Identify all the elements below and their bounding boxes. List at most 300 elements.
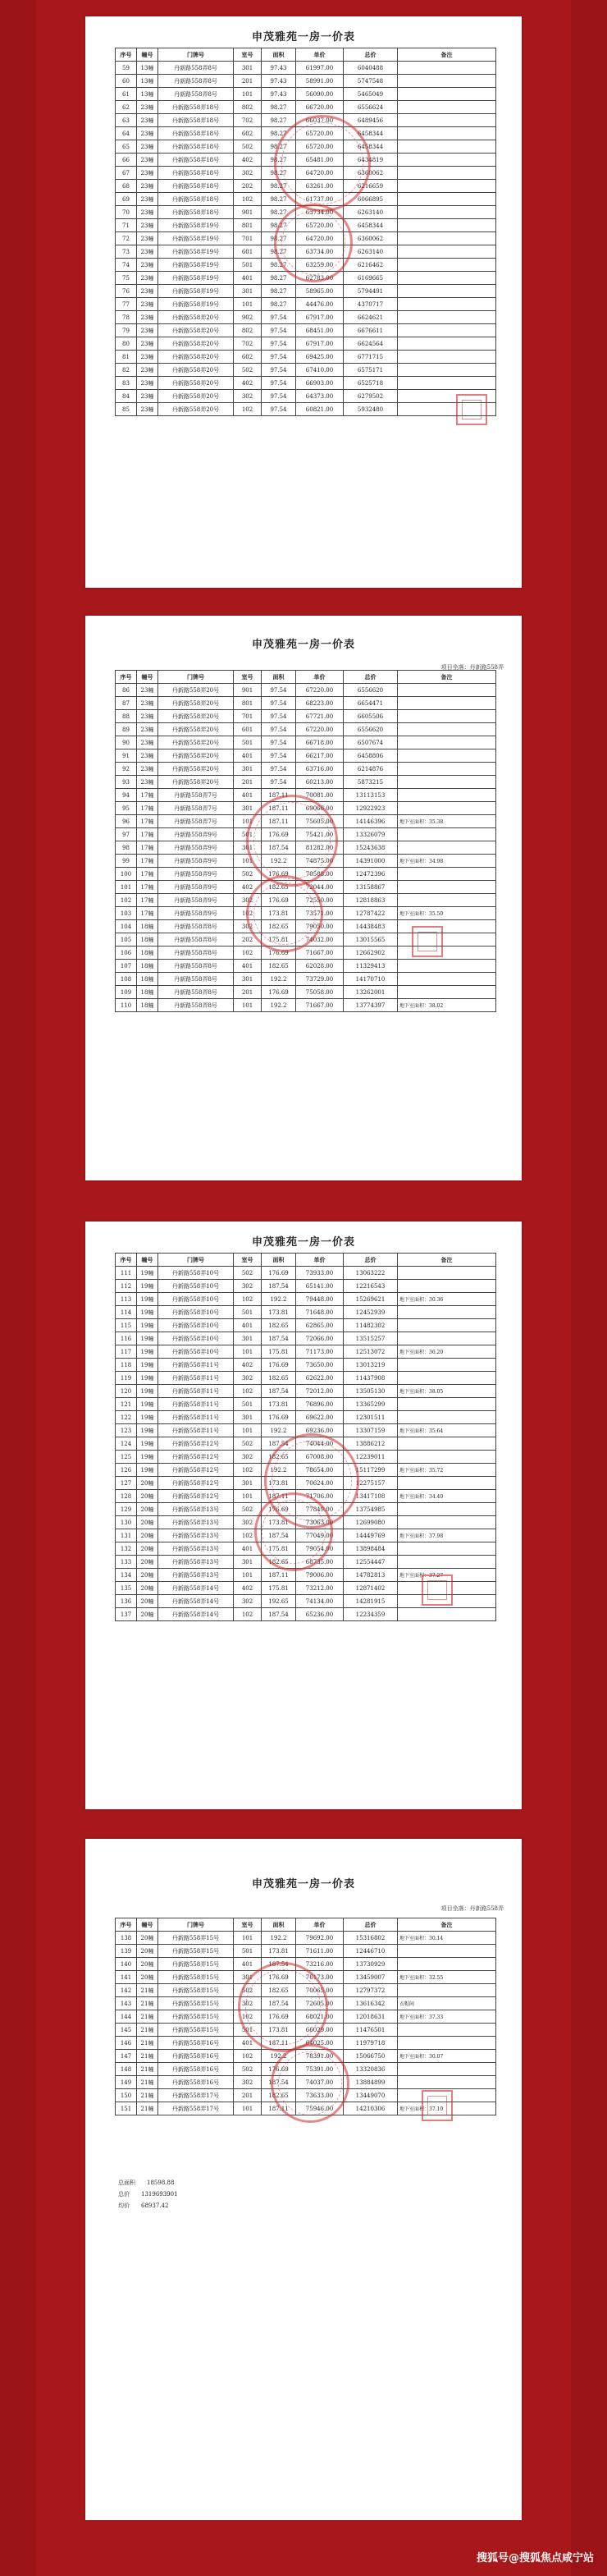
- table-cell: 192.2: [262, 1464, 296, 1477]
- table-cell: 6214876: [344, 763, 398, 776]
- table-cell: 地下室面积：34.98: [398, 855, 496, 868]
- table-cell: 175.81: [262, 933, 296, 947]
- table-cell: 13113153: [344, 789, 398, 802]
- table-cell: 67: [116, 167, 137, 180]
- table-cell: 13730929: [344, 1958, 398, 1971]
- table-cell: 地下室面积：37.10: [398, 2102, 496, 2115]
- table-cell: 133: [116, 1556, 137, 1569]
- table-cell: 97.54: [262, 684, 296, 697]
- price-sheet-page-3: [85, 1222, 522, 1809]
- table-cell: 丹新路558弄19号: [158, 219, 234, 232]
- table-cell: [398, 802, 496, 815]
- table-cell: 丹新路558弄20号: [158, 377, 234, 390]
- table-cell: [398, 1372, 496, 1385]
- table-cell: 101: [234, 1345, 262, 1359]
- table-cell: [398, 101, 496, 114]
- table-cell: 19幢: [137, 1345, 158, 1359]
- table-row: [116, 259, 496, 272]
- table-cell: 6676611: [344, 324, 398, 337]
- column-header: 序号: [116, 671, 137, 684]
- table-cell: 302: [234, 390, 262, 403]
- table-cell: 丹新路558弄14号: [158, 1582, 234, 1595]
- column-header: 序号: [116, 1254, 137, 1267]
- table-cell: 12818863: [344, 894, 398, 907]
- table-cell: 58965.00: [296, 285, 344, 298]
- table-cell: 97.54: [262, 736, 296, 749]
- table-cell: 176.69: [262, 2010, 296, 2024]
- table-cell: [398, 1398, 496, 1411]
- table-cell: 地下室面积：37.27: [398, 1569, 496, 1582]
- table-cell: [398, 1608, 496, 1621]
- column-header: 面积: [262, 48, 296, 62]
- table-cell: 丹新路558弄9号: [158, 907, 234, 920]
- table-cell: [398, 828, 496, 841]
- table-cell: 302: [234, 894, 262, 907]
- table-cell: 64720.00: [296, 232, 344, 245]
- table-cell: [398, 920, 496, 933]
- table-cell: 19幢: [137, 1385, 158, 1398]
- table-row: [116, 1971, 496, 1984]
- table-cell: 98.27: [262, 193, 296, 206]
- table-row: [116, 272, 496, 285]
- table-cell: 丹新路558弄12号: [158, 1490, 234, 1503]
- table-cell: 12452939: [344, 1306, 398, 1319]
- table-cell: 14170710: [344, 973, 398, 986]
- table-cell: 丹新路558弄20号: [158, 390, 234, 403]
- table-row: [116, 1332, 496, 1345]
- table-cell: 143: [116, 1997, 137, 2010]
- table-cell: 96: [116, 815, 137, 828]
- table-cell: 19幢: [137, 1332, 158, 1345]
- table-row: [116, 2102, 496, 2115]
- table-header-row: [116, 1918, 496, 1932]
- table-cell: 19幢: [137, 1411, 158, 1424]
- table-cell: 23幢: [137, 101, 158, 114]
- table-row: [116, 219, 496, 232]
- table-cell: 401: [234, 1319, 262, 1332]
- table-cell: 98.27: [262, 298, 296, 311]
- table-row: [116, 947, 496, 960]
- table-cell: 12513072: [344, 1345, 398, 1359]
- table-row: [116, 802, 496, 815]
- column-header: 幢号: [137, 48, 158, 62]
- table-cell: 丹新路558弄8号: [158, 75, 234, 88]
- table-row: [116, 973, 496, 986]
- table-cell: 15243638: [344, 841, 398, 855]
- table-cell: 81: [116, 351, 137, 364]
- table-cell: 71: [116, 219, 137, 232]
- table-cell: 11437908: [344, 1372, 398, 1385]
- table-cell: 20幢: [137, 1595, 158, 1608]
- table-cell: 20幢: [137, 1490, 158, 1503]
- table-cell: 72066.00: [296, 1332, 344, 1345]
- table-cell: 64720.00: [296, 167, 344, 180]
- table-cell: 23幢: [137, 311, 158, 324]
- table-cell: 66720.00: [296, 101, 344, 114]
- table-cell: [398, 1958, 496, 1971]
- table-cell: 6434819: [344, 154, 398, 167]
- table-cell: [398, 2063, 496, 2076]
- table-cell: 72012.00: [296, 1385, 344, 1398]
- table-cell: 401: [234, 960, 262, 973]
- table-cell: 119: [116, 1372, 137, 1385]
- table-cell: 81282.00: [296, 841, 344, 855]
- table-cell: 65720.00: [296, 219, 344, 232]
- table-cell: 6458806: [344, 749, 398, 763]
- table-row: [116, 232, 496, 245]
- table-cell: 192.65: [262, 1595, 296, 1608]
- table-cell: 129: [116, 1503, 137, 1516]
- summary-value: 1319693901: [141, 2191, 178, 2198]
- table-cell: [398, 723, 496, 736]
- table-row: [116, 377, 496, 390]
- price-sheet-page-1: [85, 16, 522, 588]
- table-cell: 6216659: [344, 180, 398, 193]
- column-header: 室号: [234, 48, 262, 62]
- table-cell: 901: [234, 684, 262, 697]
- table-cell: 402: [234, 1359, 262, 1372]
- table-cell: 12216543: [344, 1280, 398, 1293]
- table-cell: 59: [116, 62, 137, 75]
- table-cell: 17幢: [137, 802, 158, 815]
- table-cell: 101: [234, 298, 262, 311]
- table-cell: 111: [116, 1267, 137, 1280]
- table-cell: 66037.00: [296, 114, 344, 127]
- table-cell: 17幢: [137, 828, 158, 841]
- table-cell: 6360062: [344, 232, 398, 245]
- table-cell: 丹新路558弄20号: [158, 749, 234, 763]
- table-row: [116, 1958, 496, 1971]
- table-cell: 116: [116, 1332, 137, 1345]
- table-cell: 301: [234, 841, 262, 855]
- table-cell: 102: [234, 907, 262, 920]
- table-row: [116, 1359, 496, 1372]
- table-cell: 6279502: [344, 390, 398, 403]
- table-cell: 101: [234, 88, 262, 101]
- table-cell: 601: [234, 245, 262, 259]
- table-cell: 97.54: [262, 710, 296, 723]
- table-cell: 68021.00: [296, 2010, 344, 2024]
- table-cell: 176.69: [262, 868, 296, 881]
- table-cell: 74875.00: [296, 855, 344, 868]
- table-cell: 14391000: [344, 855, 398, 868]
- table-cell: 98.27: [262, 140, 296, 154]
- table-row: [116, 1477, 496, 1490]
- table-cell: 150: [116, 2089, 137, 2102]
- table-cell: 302: [234, 1997, 262, 2010]
- table-cell: 140: [116, 1958, 137, 1971]
- table-cell: 丹新路558弄12号: [158, 1477, 234, 1490]
- column-header: 备注: [398, 1254, 496, 1267]
- column-header: 幢号: [137, 1918, 158, 1932]
- table-cell: [398, 351, 496, 364]
- price-table: [115, 670, 496, 1012]
- table-cell: [398, 947, 496, 960]
- table-row: [116, 710, 496, 723]
- table-cell: 丹新路558弄19号: [158, 245, 234, 259]
- table-cell: 102: [234, 1293, 262, 1306]
- table-cell: 68451.00: [296, 324, 344, 337]
- table-cell: 丹新路558弄20号: [158, 723, 234, 736]
- table-cell: [398, 1280, 496, 1293]
- table-cell: 23幢: [137, 259, 158, 272]
- table-cell: 182.65: [262, 1319, 296, 1332]
- table-cell: 66718.00: [296, 736, 344, 749]
- table-cell: [398, 1595, 496, 1608]
- table-cell: 73063.00: [296, 1516, 344, 1529]
- table-cell: 18幢: [137, 986, 158, 999]
- table-row: [116, 684, 496, 697]
- table-cell: 13774397: [344, 999, 398, 1012]
- table-cell: 501: [234, 259, 262, 272]
- table-cell: 107: [116, 960, 137, 973]
- table-cell: 5932480: [344, 403, 398, 416]
- table-cell: 77849.00: [296, 1503, 344, 1516]
- table-cell: 301: [234, 62, 262, 75]
- table-cell: 202: [234, 933, 262, 947]
- table-cell: 12239011: [344, 1451, 398, 1464]
- table-cell: 12871402: [344, 1582, 398, 1595]
- table-cell: 12301511: [344, 1411, 398, 1424]
- table-cell: 98.27: [262, 232, 296, 245]
- table-cell: 182.65: [262, 1984, 296, 1997]
- table-row: [116, 1608, 496, 1621]
- table-cell: 173.81: [262, 1945, 296, 1958]
- table-cell: 62865.00: [296, 1319, 344, 1332]
- table-cell: 97.54: [262, 337, 296, 351]
- table-cell: 89: [116, 723, 137, 736]
- table-cell: 丹新路558弄20号: [158, 364, 234, 377]
- table-cell: 502: [234, 1984, 262, 1997]
- table-cell: 301: [234, 1556, 262, 1569]
- table-cell: 69066.00: [296, 802, 344, 815]
- table-cell: 69622.00: [296, 1411, 344, 1424]
- table-cell: 73: [116, 245, 137, 259]
- table-cell: 13幢: [137, 88, 158, 101]
- table-cell: 75946.00: [296, 2102, 344, 2115]
- table-cell: 13015565: [344, 933, 398, 947]
- table-cell: 192.2: [262, 1932, 296, 1945]
- column-header: 总价: [344, 1918, 398, 1932]
- table-cell: [398, 2089, 496, 2102]
- table-cell: 74134.00: [296, 1595, 344, 1608]
- table-cell: 64: [116, 127, 137, 140]
- table-cell: 113: [116, 1293, 137, 1306]
- table-cell: 地下室面积：35.38: [398, 815, 496, 828]
- table-cell: 75605.00: [296, 815, 344, 828]
- table-cell: [398, 114, 496, 127]
- table-header-row: [116, 1254, 496, 1267]
- table-cell: 301: [234, 1332, 262, 1345]
- table-cell: 6624564: [344, 337, 398, 351]
- table-cell: 23幢: [137, 351, 158, 364]
- table-cell: 丹新路558弄11号: [158, 1372, 234, 1385]
- table-cell: 79050.00: [296, 920, 344, 933]
- column-header: 面积: [262, 1254, 296, 1267]
- table-cell: [398, 1319, 496, 1332]
- table-cell: 187.54: [262, 1608, 296, 1621]
- table-cell: 丹新路558弄20号: [158, 776, 234, 789]
- table-cell: 173.81: [262, 2024, 296, 2037]
- table-cell: 101: [234, 1932, 262, 1945]
- table-cell: 176.69: [262, 947, 296, 960]
- table-cell: 74: [116, 259, 137, 272]
- table-cell: 124: [116, 1437, 137, 1451]
- table-cell: 丹新路558弄10号: [158, 1267, 234, 1280]
- column-header: 面积: [262, 671, 296, 684]
- table-cell: 75421.00: [296, 828, 344, 841]
- table-cell: 70624.00: [296, 1477, 344, 1490]
- summary-label: 均价: [118, 2202, 130, 2209]
- table-cell: 6624621: [344, 311, 398, 324]
- table-cell: 70588.00: [296, 868, 344, 881]
- table-row: [116, 907, 496, 920]
- table-cell: 123: [116, 1424, 137, 1437]
- table-cell: 73216.00: [296, 1958, 344, 1971]
- table-cell: 100: [116, 868, 137, 881]
- table-cell: 5794491: [344, 285, 398, 298]
- table-cell: 63734.00: [296, 206, 344, 219]
- table-cell: 99: [116, 855, 137, 868]
- table-cell: 64373.00: [296, 390, 344, 403]
- table-row: [116, 206, 496, 219]
- table-row: [116, 351, 496, 364]
- table-cell: [398, 1503, 496, 1516]
- table-cell: 79692.00: [296, 1932, 344, 1945]
- table-cell: 102: [234, 1464, 262, 1477]
- table-cell: 182.65: [262, 1372, 296, 1385]
- table-cell: 67917.00: [296, 337, 344, 351]
- table-cell: 120: [116, 1385, 137, 1398]
- table-cell: 13417108: [344, 1490, 398, 1503]
- summary-label: 总价: [118, 2191, 130, 2198]
- table-cell: 丹新路558弄9号: [158, 868, 234, 881]
- summary-label: 总面积: [118, 2180, 135, 2186]
- table-cell: 丹新路558弄8号: [158, 88, 234, 101]
- table-row: [116, 114, 496, 127]
- table-row: [116, 364, 496, 377]
- table-cell: 114: [116, 1306, 137, 1319]
- table-cell: 13幢: [137, 75, 158, 88]
- table-cell: 187.11: [262, 2102, 296, 2115]
- table-cell: [398, 298, 496, 311]
- table-cell: 丹新路558弄9号: [158, 881, 234, 894]
- table-cell: 丹新路558弄9号: [158, 855, 234, 868]
- table-cell: 602: [234, 351, 262, 364]
- table-cell: 5747548: [344, 75, 398, 88]
- table-cell: 12662902: [344, 947, 398, 960]
- table-row: [116, 1280, 496, 1293]
- table-cell: 丹新路558弄15号: [158, 1958, 234, 1971]
- table-cell: 136: [116, 1595, 137, 1608]
- table-cell: 丹新路558弄11号: [158, 1398, 234, 1411]
- column-header: 序号: [116, 1918, 137, 1932]
- table-cell: 丹新路558弄10号: [158, 1280, 234, 1293]
- table-cell: 187.11: [262, 789, 296, 802]
- column-header: 备注: [398, 48, 496, 62]
- table-cell: [398, 841, 496, 855]
- table-cell: 18幢: [137, 920, 158, 933]
- table-cell: 302: [234, 1451, 262, 1464]
- table-cell: 20幢: [137, 1932, 158, 1945]
- table-row: [116, 62, 496, 75]
- table-cell: 182.65: [262, 920, 296, 933]
- table-cell: 176.69: [262, 1503, 296, 1516]
- table-cell: 68223.00: [296, 697, 344, 710]
- table-cell: 23幢: [137, 154, 158, 167]
- table-cell: 19幢: [137, 1424, 158, 1437]
- table-cell: 丹新路558弄8号: [158, 986, 234, 999]
- table-header-row: [116, 671, 496, 684]
- table-cell: 187.11: [262, 815, 296, 828]
- table-row: [116, 311, 496, 324]
- table-cell: [398, 684, 496, 697]
- table-cell: 90: [116, 736, 137, 749]
- table-cell: [398, 2076, 496, 2089]
- table-cell: 23幢: [137, 723, 158, 736]
- table-cell: 17幢: [137, 789, 158, 802]
- table-cell: 66217.00: [296, 749, 344, 763]
- table-cell: 20幢: [137, 1582, 158, 1595]
- table-cell: 401: [234, 789, 262, 802]
- table-cell: 13326079: [344, 828, 398, 841]
- table-cell: 501: [234, 1306, 262, 1319]
- table-row: [116, 1932, 496, 1945]
- table-row: [116, 1464, 496, 1477]
- table-cell: [398, 206, 496, 219]
- table-cell: 84: [116, 390, 137, 403]
- table-cell: 63716.00: [296, 763, 344, 776]
- table-cell: 192.2: [262, 1293, 296, 1306]
- table-cell: 74032.00: [296, 933, 344, 947]
- table-row: [116, 1945, 496, 1958]
- table-cell: 72: [116, 232, 137, 245]
- table-cell: 67917.00: [296, 311, 344, 324]
- table-row: [116, 1503, 496, 1516]
- table-cell: 6489456: [344, 114, 398, 127]
- table-cell: 176.69: [262, 986, 296, 999]
- table-cell: 丹新路558弄10号: [158, 1306, 234, 1319]
- table-cell: 77049.00: [296, 1529, 344, 1542]
- column-header: 单价: [296, 48, 344, 62]
- table-row: [116, 2010, 496, 2024]
- table-cell: 6556620: [344, 684, 398, 697]
- table-cell: 13754985: [344, 1503, 398, 1516]
- table-cell: 402: [234, 881, 262, 894]
- table-cell: [398, 272, 496, 285]
- table-cell: 23幢: [137, 272, 158, 285]
- table-cell: 丹新路558弄20号: [158, 337, 234, 351]
- table-cell: 60821.00: [296, 403, 344, 416]
- table-cell: 23幢: [137, 377, 158, 390]
- table-cell: [398, 390, 496, 403]
- table-cell: [398, 749, 496, 763]
- table-cell: 11482302: [344, 1319, 398, 1332]
- table-row: [116, 894, 496, 907]
- table-cell: [398, 62, 496, 75]
- table-cell: [398, 364, 496, 377]
- table-cell: 101: [234, 1424, 262, 1437]
- table-cell: [398, 1945, 496, 1958]
- table-cell: 97.43: [262, 62, 296, 75]
- table-cell: 地下室面积：30.07: [398, 2050, 496, 2063]
- table-cell: 丹新路558弄13号: [158, 1569, 234, 1582]
- table-cell: 97.43: [262, 75, 296, 88]
- table-cell: 6556624: [344, 101, 398, 114]
- table-cell: [398, 1267, 496, 1280]
- table-cell: 187.54: [262, 1332, 296, 1345]
- table-cell: 13898484: [344, 1542, 398, 1556]
